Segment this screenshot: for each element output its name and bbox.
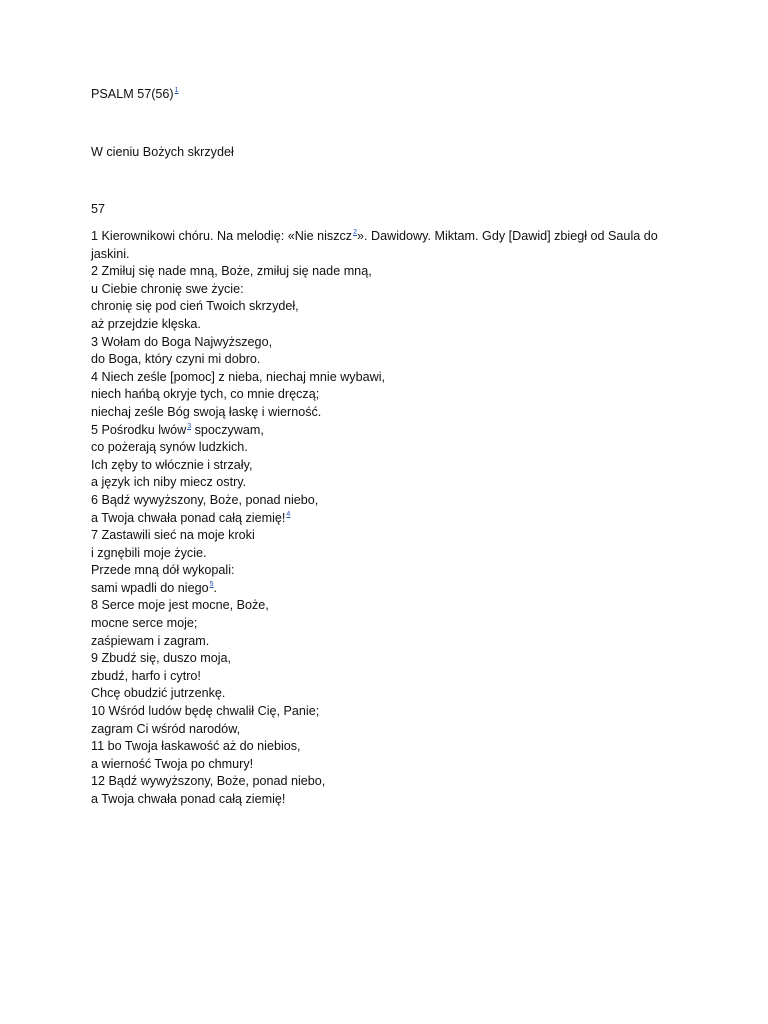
verse-line: 6 Bądź wywyższony, Boże, ponad niebo,	[91, 492, 319, 507]
verse-text: 5 Pośrodku lwów	[91, 422, 187, 437]
verse-line: chronię się pod cień Twoich skrzydeł,	[91, 299, 299, 314]
verse-line: do Boga, który czyni mi dobro.	[91, 352, 261, 367]
verse-line: co pożerają synów ludzkich.	[91, 440, 248, 455]
verse-line	[91, 228, 691, 263]
footnote-link[interactable]: 1	[174, 87, 179, 94]
verse-line: 3 Wołam do Boga Najwyższego,	[91, 334, 273, 349]
verse-line: 4 Niech ześle [pomoc] z nieba, niechaj mnie wybawi,	[91, 369, 385, 384]
verse-text: .	[213, 580, 218, 595]
footnote-link[interactable]: 5	[209, 580, 214, 588]
verse-line	[91, 422, 691, 440]
verse-line: a wierność Twoja po chmury!	[91, 756, 254, 771]
verse-text: spoczywam,	[191, 422, 264, 437]
verse-text: sami wpadli do niego	[91, 580, 209, 595]
footnote-link[interactable]: 3	[187, 422, 192, 430]
document-page	[91, 85, 691, 809]
verse-line	[91, 510, 691, 528]
verse-line: 11 bo Twoja łaskawość aż do niebios,	[91, 739, 301, 754]
verse-line: niechaj ześle Bóg swoją łaskę i wierność.	[91, 404, 322, 419]
verse-text: a Twoja chwała ponad całą ziemię!	[91, 510, 286, 525]
page-title	[91, 85, 691, 103]
footnote-link[interactable]: 4	[286, 510, 291, 518]
verse-line: 8 Serce moje jest mocne, Boże,	[91, 598, 269, 613]
verse-line: aż przejdzie klęska.	[91, 316, 201, 331]
verse-line: Chcę obudzić jutrzenkę.	[91, 686, 226, 701]
verse-line: 10 Wśród ludów będę chwalił Cię, Panie;	[91, 704, 320, 719]
verse-text: ». Dawidowy. Miktam. Gdy [Dawid] zbiegł od Saula do jaskini.	[91, 229, 658, 261]
verse-line: 12 Bądź wywyższony, Boże, ponad niebo,	[91, 774, 326, 789]
verse-line: 7 Zastawili sieć na moje kroki	[91, 528, 255, 543]
verse-line: Ich zęby to włócznie i strzały,	[91, 457, 253, 472]
verse-line: niech hańbą okryje tych, co mnie dręczą;	[91, 387, 320, 402]
verse-line	[91, 580, 691, 598]
verse-list	[91, 228, 691, 809]
verse-line: 9 Zbudź się, duszo moja,	[91, 651, 232, 666]
title-text: PSALM 57(56)	[91, 87, 174, 101]
footnote-link[interactable]: 2	[353, 229, 357, 236]
verse-line: zagram Ci wśród narodów,	[91, 721, 241, 736]
verse-line: zaśpiewam i zagram.	[91, 633, 210, 648]
verse-line: mocne serce moje;	[91, 616, 198, 631]
verse-line: u Ciebie chronię swe życie:	[91, 281, 244, 296]
verse-text: 1 Kierownikowi chóru. Na melodię: «Nie niszcz	[91, 229, 353, 243]
verse-line: zbudź, harfo i cytro!	[91, 668, 201, 683]
chapter-number: 57	[91, 202, 106, 216]
verse-line: a język ich niby miecz ostry.	[91, 475, 247, 490]
verse-line: a Twoja chwała ponad całą ziemię!	[91, 792, 286, 806]
verse-line: Przede mną dół wykopali:	[91, 563, 235, 578]
verse-line: i zgnębili moje życie.	[91, 545, 207, 560]
verse-line: 2 Zmiłuj się nade mną, Boże, zmiłuj się nade mną,	[91, 264, 372, 279]
subtitle: W cieniu Bożych skrzydeł	[91, 145, 234, 159]
